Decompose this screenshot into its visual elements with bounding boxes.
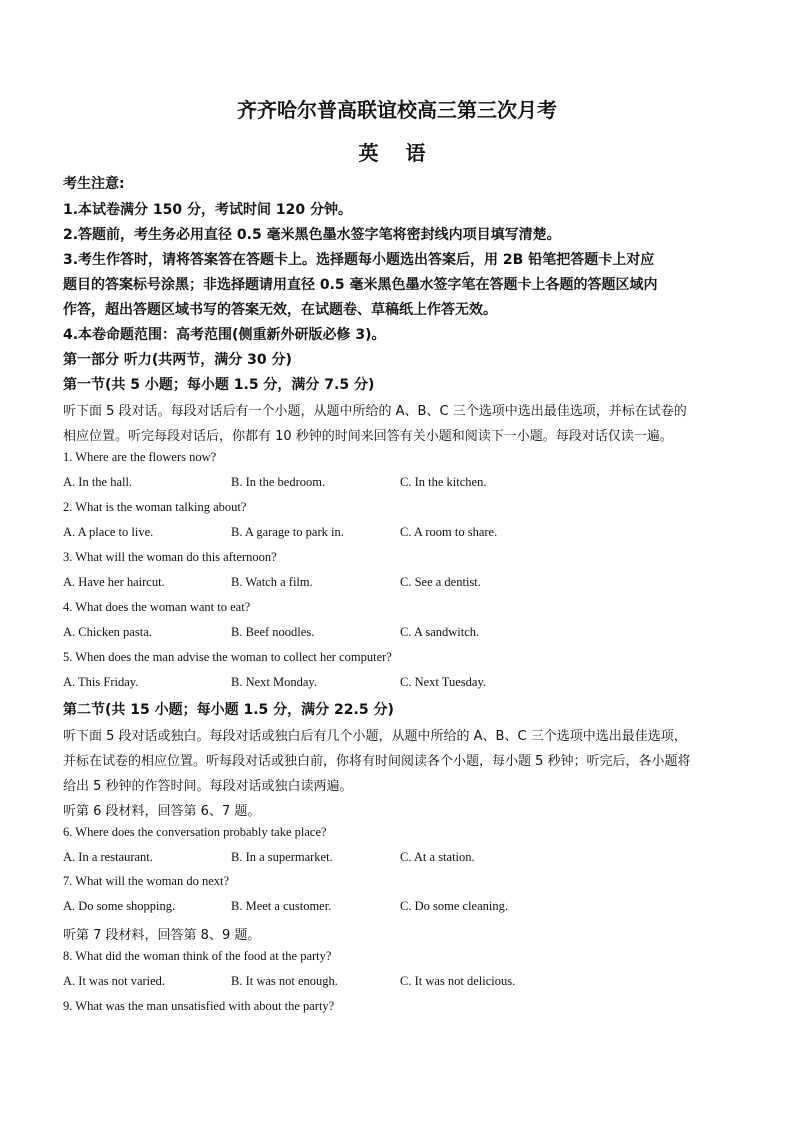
section1-instruction-1: 听下面 5 段对话。每段对话后有一个小题，从题中所给的 A、B、C 三个选项中选出最佳选项，并标在试卷的: [63, 404, 687, 419]
q1-option-c: C. In the kitchen.: [400, 475, 487, 489]
q4-option-b: B. Beef noodles.: [231, 625, 315, 639]
question-5: 5. When does the man advise the woman to collect her computer?: [63, 650, 392, 664]
q7-option-b: B. Meet a customer.: [231, 899, 332, 913]
material-6-note: 听第 6 段材料，回答第 6、7 题。: [63, 804, 261, 819]
question-1: 1. Where are the flowers now?: [63, 450, 217, 464]
q2-option-b: B. A garage to park in.: [231, 525, 344, 539]
q6-option-b: B. In a supermarket.: [231, 850, 333, 864]
subject-title: 英 语: [358, 141, 436, 165]
q2-option-c: C. A room to share.: [400, 525, 498, 539]
q6-option-c: C. At a station.: [400, 850, 475, 864]
notice-line-1: 1.本试卷满分 150 分，考试时间 120 分钟。: [63, 202, 353, 218]
q5-option-a: A. This Friday.: [63, 675, 139, 689]
question-9: 9. What was the man unsatisfied with about the party?: [63, 999, 335, 1013]
part1-heading: 第一部分 听力(共两节，满分 30 分): [63, 352, 292, 368]
q7-option-a: A. Do some shopping.: [63, 899, 176, 913]
question-4: 4. What does the woman want to eat?: [63, 600, 251, 614]
q5-option-b: B. Next Monday.: [231, 675, 317, 689]
q8-option-a: A. It was not varied.: [63, 974, 166, 988]
notice-line-3a: 3.考生作答时，请将答案答在答题卡上。选择题每小题选出答案后，用 2B 铅笔把答题卡上对应: [63, 252, 655, 268]
section2-instruction-1: 听下面 5 段对话或独白。每段对话或独白后有几个小题，从题中所给的 A、B、C 三个选项中选出最佳选项，: [63, 729, 687, 744]
section1-instruction-2: 相应位置。听完每段对话后，你都有 10 秒钟的时间来回答有关小题和阅读下一小题。每段对话仅读一遍。: [63, 429, 673, 444]
section2-heading: 第二节(共 15 小题；每小题 1.5 分，满分 22.5 分): [63, 702, 394, 718]
notice-line-3c: 作答，超出答题区域书写的答案无效，在试题卷、草稿纸上作答无效。: [63, 302, 497, 318]
question-6: 6. Where does the conversation probably take place?: [63, 825, 327, 839]
q3-option-c: C. See a dentist.: [400, 575, 481, 589]
section2-instruction-2: 并标在试卷的相应位置。听每段对话或独白前，你将有时间阅读各个小题，每小题 5 秒钟；听完后，各小题将: [63, 754, 691, 769]
notice-line-4: 4.本卷命题范围：高考范围(侧重新外研版必修 3)。: [63, 327, 386, 343]
q5-option-c: C. Next Tuesday.: [400, 675, 487, 689]
q6-option-a: A. In a restaurant.: [63, 850, 153, 864]
question-2: 2. What is the woman talking about?: [63, 500, 247, 514]
notice-heading: 考生注意:: [63, 176, 125, 192]
question-3: 3. What will the woman do this afternoon?: [63, 550, 277, 564]
section2-instruction-3: 给出 5 秒钟的作答时间。每段对话或独白读两遍。: [63, 779, 353, 794]
q4-option-a: A. Chicken pasta.: [63, 625, 152, 639]
notice-line-2: 2.答题前，考生务必用直径 0.5 毫米黑色墨水签字笔将密封线内项目填写清楚。: [63, 227, 561, 243]
question-8: 8. What did the woman think of the food at the party?: [63, 949, 332, 963]
q2-option-a: A. A place to live.: [63, 525, 154, 539]
q8-option-c: C. It was not delicious.: [400, 974, 516, 988]
q8-option-b: B. It was not enough.: [231, 974, 338, 988]
q3-option-b: B. Watch a film.: [231, 575, 313, 589]
q1-option-b: B. In the bedroom.: [231, 475, 326, 489]
q4-option-c: C. A sandwitch.: [400, 625, 480, 639]
notice-line-3b: 题目的答案标号涂黑；非选择题请用直径 0.5 毫米黑色墨水签字笔在答题卡上各题的答题区域内: [63, 277, 658, 293]
section1-heading: 第一节(共 5 小题；每小题 1.5 分，满分 7.5 分): [63, 377, 375, 393]
q1-option-a: A. In the hall.: [63, 475, 133, 489]
question-7: 7. What will the woman do next?: [63, 874, 230, 888]
exam-title: 齐齐哈尔普高联谊校高三第三次月考: [237, 98, 557, 122]
material-7-note: 听第 7 段材料，回答第 8、9 题。: [63, 928, 261, 943]
q3-option-a: A. Have her haircut.: [63, 575, 165, 589]
q7-option-c: C. Do some cleaning.: [400, 899, 508, 913]
